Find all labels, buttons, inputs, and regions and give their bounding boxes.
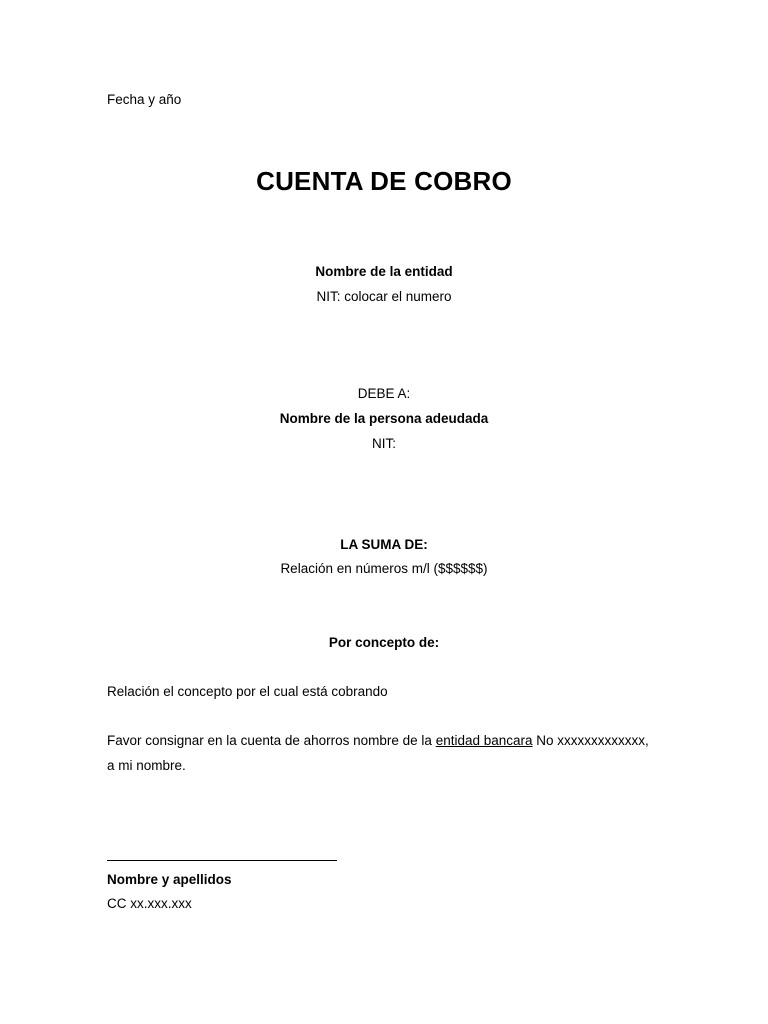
creditor-name: Nombre de la persona adeudada <box>279 411 489 426</box>
entity-nit: NIT: colocar el numero <box>316 289 452 304</box>
debe-a-label: DEBE A: <box>357 386 411 401</box>
entity-name: Nombre de la entidad <box>315 264 453 279</box>
payment-instructions-line1 <box>107 733 649 748</box>
signer-name: Nombre y apellidos <box>107 872 232 887</box>
document-title: CUENTA DE COBRO <box>256 166 512 196</box>
payment-prefix: Favor consignar en la cuenta de ahorros nombre de la <box>107 733 436 748</box>
signer-id: CC xx.xxx.xxx <box>107 896 192 911</box>
amount-value: Relación en números m/l ($$$$$$) <box>280 561 488 576</box>
payment-suffix: No xxxxxxxxxxxxx, <box>532 733 649 748</box>
payment-instructions-line2: a mi nombre. <box>107 758 186 773</box>
creditor-nit: NIT: <box>371 436 396 451</box>
bank-entity-link[interactable]: entidad bancara <box>435 733 533 748</box>
date-line: Fecha y año <box>107 92 182 107</box>
signature-line <box>107 860 337 861</box>
concept-description: Relación el concepto por el cual está cobrando <box>107 684 388 699</box>
concept-heading: Por concepto de: <box>328 635 440 650</box>
amount-heading: LA SUMA DE: <box>340 537 428 552</box>
